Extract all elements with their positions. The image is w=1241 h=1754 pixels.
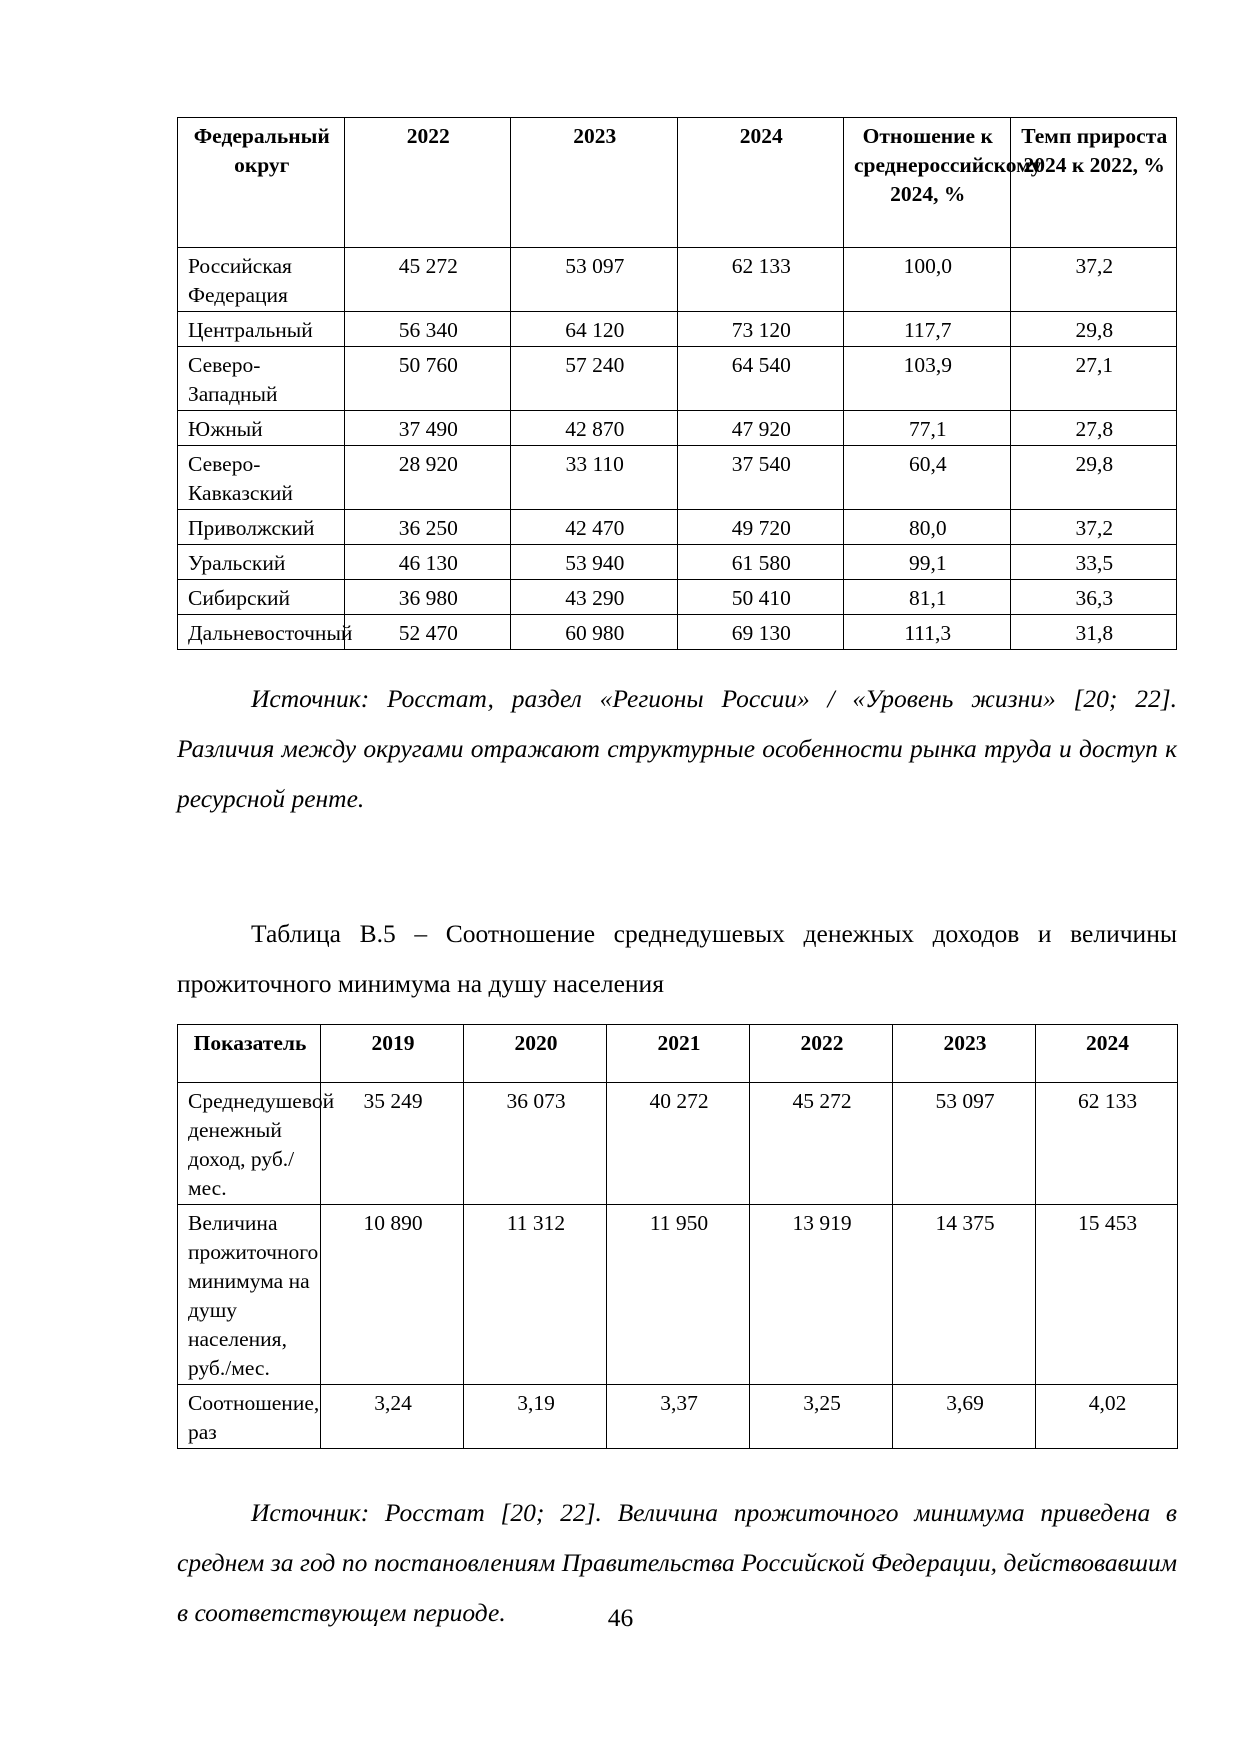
table-header-row <box>178 118 1177 248</box>
table-row <box>178 615 1177 650</box>
table-row <box>178 545 1177 580</box>
header-cell: 2022 <box>344 118 511 248</box>
header-cell: 2022 <box>750 1025 893 1083</box>
value-cell: 4,02 <box>1036 1385 1178 1449</box>
header-cell: Показатель <box>178 1025 321 1083</box>
value-cell: 47 920 <box>677 411 844 446</box>
value-cell: 52 470 <box>344 615 511 650</box>
header-cell: 2024 <box>677 118 844 248</box>
table-row <box>178 510 1177 545</box>
row-label-cell: Дальневосточный <box>178 615 345 650</box>
table-row <box>178 248 1177 312</box>
districts-income-table <box>177 117 1177 650</box>
value-cell: 100,0 <box>844 248 1011 312</box>
value-cell: 11 950 <box>607 1205 750 1385</box>
value-cell: 36 980 <box>344 580 511 615</box>
value-cell: 77,1 <box>844 411 1011 446</box>
value-cell: 27,8 <box>1010 411 1177 446</box>
header-cell: 2021 <box>607 1025 750 1083</box>
value-cell: 99,1 <box>844 545 1011 580</box>
table-row <box>178 347 1177 411</box>
income-subsistence-table <box>177 1024 1178 1449</box>
value-cell: 53 097 <box>893 1083 1036 1205</box>
value-cell: 14 375 <box>893 1205 1036 1385</box>
header-cell: Федеральный округ <box>178 118 345 248</box>
value-cell: 33 110 <box>511 446 678 510</box>
table-row <box>178 446 1177 510</box>
value-cell: 69 130 <box>677 615 844 650</box>
value-cell: 36 250 <box>344 510 511 545</box>
row-label-cell: Среднедушевой денежный доход, руб./мес. <box>178 1083 321 1205</box>
value-cell: 42 870 <box>511 411 678 446</box>
table-header-row <box>178 1025 1178 1083</box>
table-row <box>178 1205 1178 1385</box>
row-label-cell: Приволжский <box>178 510 345 545</box>
value-cell: 73 120 <box>677 312 844 347</box>
value-cell: 3,19 <box>464 1385 607 1449</box>
value-cell: 37,2 <box>1010 248 1177 312</box>
row-label-cell: Величина прожиточного минимума на душу населения, руб./мес. <box>178 1205 321 1385</box>
table2-caption: Таблица В.5 – Соотношение среднедушевых денежных доходов и величины прожиточного минимума на душу населения <box>177 919 1177 998</box>
header-cell: 2023 <box>893 1025 1036 1083</box>
value-cell: 57 240 <box>511 347 678 411</box>
value-cell: 11 312 <box>464 1205 607 1385</box>
row-label-cell: Северо-Кавказский <box>178 446 345 510</box>
row-label-cell: Сибирский <box>178 580 345 615</box>
value-cell: 80,0 <box>844 510 1011 545</box>
table-row <box>178 1385 1178 1449</box>
header-cell: Отношение к среднероссийскому 2024, % <box>844 118 1011 248</box>
value-cell: 3,69 <box>893 1385 1036 1449</box>
table-row <box>178 580 1177 615</box>
header-cell: Темп прироста 2024 к 2022, % <box>1010 118 1177 248</box>
value-cell: 10 890 <box>321 1205 464 1385</box>
value-cell: 3,25 <box>750 1385 893 1449</box>
value-cell: 15 453 <box>1036 1205 1178 1385</box>
row-label-cell: Российская Федерация <box>178 248 345 312</box>
header-cell: 2024 <box>1036 1025 1178 1083</box>
row-label-cell: Северо-Западный <box>178 347 345 411</box>
value-cell: 37,2 <box>1010 510 1177 545</box>
value-cell: 33,5 <box>1010 545 1177 580</box>
value-cell: 31,8 <box>1010 615 1177 650</box>
header-cell: 2020 <box>464 1025 607 1083</box>
table1-source-note: Источник: Росстат, раздел «Регионы России» / «Уровень жизни» [20; 22]. Различия между округами отражают структурные особенности рынка труда и доступ к ресурсной ренте. <box>177 684 1177 813</box>
row-label-cell: Южный <box>178 411 345 446</box>
value-cell: 28 920 <box>344 446 511 510</box>
value-cell: 29,8 <box>1010 312 1177 347</box>
value-cell: 103,9 <box>844 347 1011 411</box>
value-cell: 37 540 <box>677 446 844 510</box>
value-cell: 42 470 <box>511 510 678 545</box>
value-cell: 36,3 <box>1010 580 1177 615</box>
row-label-cell: Центральный <box>178 312 345 347</box>
value-cell: 64 120 <box>511 312 678 347</box>
value-cell: 53 940 <box>511 545 678 580</box>
row-label-cell: Соотношение, раз <box>178 1385 321 1449</box>
header-cell: 2019 <box>321 1025 464 1083</box>
value-cell: 3,37 <box>607 1385 750 1449</box>
value-cell: 50 760 <box>344 347 511 411</box>
table-row <box>178 1083 1178 1205</box>
value-cell: 49 720 <box>677 510 844 545</box>
value-cell: 40 272 <box>607 1083 750 1205</box>
value-cell: 50 410 <box>677 580 844 615</box>
value-cell: 35 249 <box>321 1083 464 1205</box>
table-row <box>178 411 1177 446</box>
page-number: 46 <box>607 1603 634 1632</box>
value-cell: 3,24 <box>321 1385 464 1449</box>
value-cell: 61 580 <box>677 545 844 580</box>
value-cell: 45 272 <box>750 1083 893 1205</box>
value-cell: 60,4 <box>844 446 1011 510</box>
value-cell: 62 133 <box>1036 1083 1178 1205</box>
value-cell: 13 919 <box>750 1205 893 1385</box>
table-row <box>178 312 1177 347</box>
value-cell: 62 133 <box>677 248 844 312</box>
value-cell: 45 272 <box>344 248 511 312</box>
value-cell: 81,1 <box>844 580 1011 615</box>
value-cell: 37 490 <box>344 411 511 446</box>
value-cell: 46 130 <box>344 545 511 580</box>
row-label-cell: Уральский <box>178 545 345 580</box>
value-cell: 111,3 <box>844 615 1011 650</box>
value-cell: 60 980 <box>511 615 678 650</box>
table2-source-note: Источник: Росстат [20; 22]. Величина прожиточного минимума приведена в среднем за год по постановлениям Правительства Российской Федерации, действовавшим в соответствующем периоде. <box>177 1498 1177 1627</box>
value-cell: 64 540 <box>677 347 844 411</box>
value-cell: 53 097 <box>511 248 678 312</box>
value-cell: 29,8 <box>1010 446 1177 510</box>
value-cell: 117,7 <box>844 312 1011 347</box>
value-cell: 27,1 <box>1010 347 1177 411</box>
value-cell: 43 290 <box>511 580 678 615</box>
header-cell: 2023 <box>511 118 678 248</box>
value-cell: 56 340 <box>344 312 511 347</box>
value-cell: 36 073 <box>464 1083 607 1205</box>
